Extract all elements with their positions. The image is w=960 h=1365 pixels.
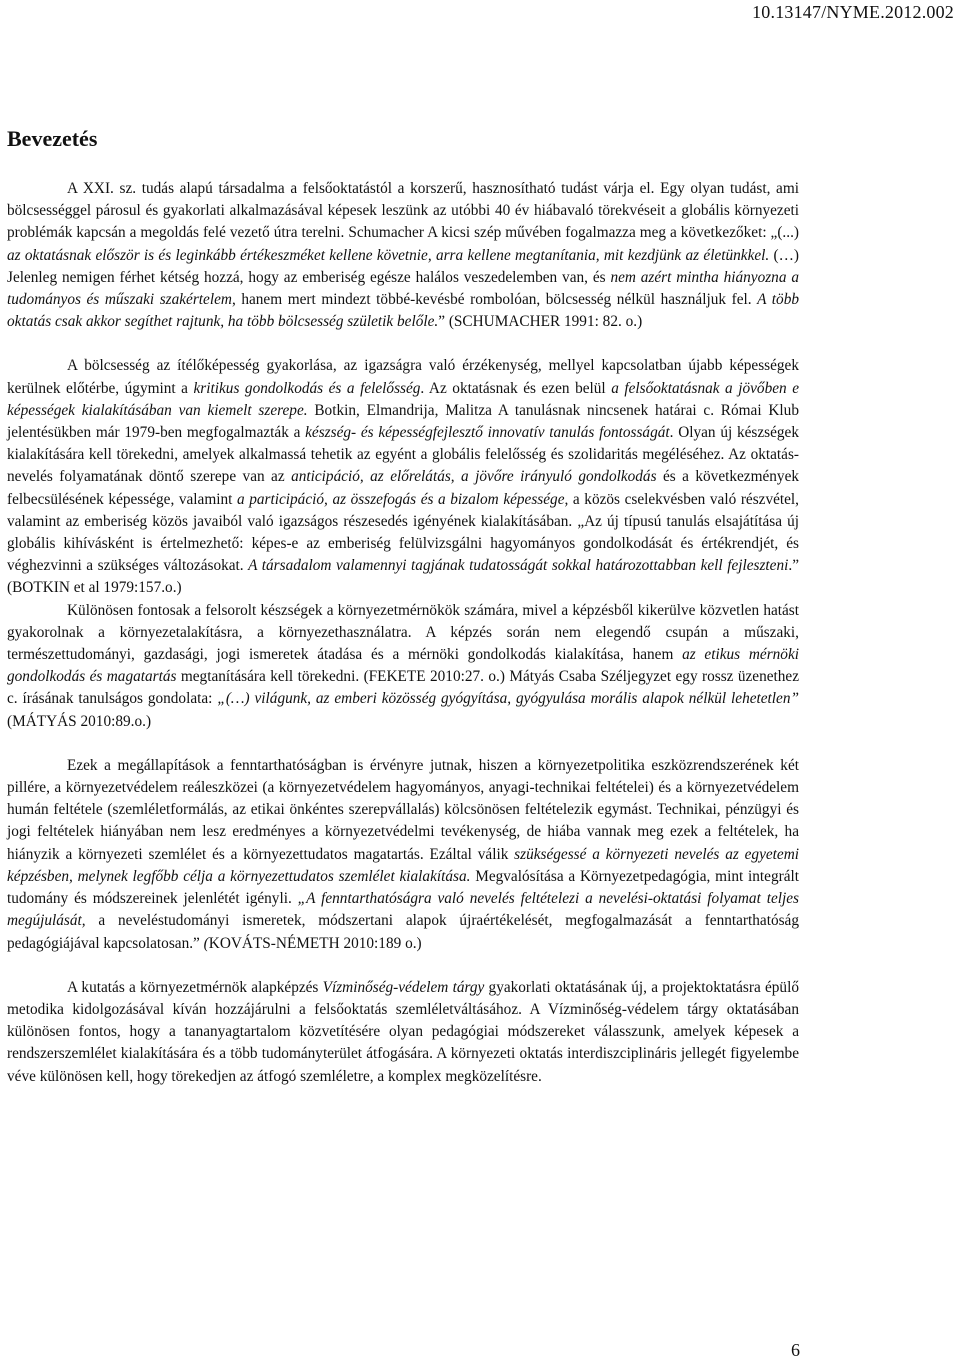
paragraph bbox=[7, 355, 799, 599]
italic-text: az etikus mérnöki gondolkodás és magatartás bbox=[7, 646, 799, 686]
text-run: Megvalósítása a Környezetpedagógia, mint integrált tudomány és módszereinek jelenlétét igényli. bbox=[7, 867, 799, 908]
text-run: .” (BOTKIN et al 1979:157.o.) bbox=[7, 557, 799, 597]
italic-text: a felsőoktatásnak a jövőben e képességek kialakításában van kiemelt szerepe. bbox=[7, 379, 799, 419]
italic-text: nem azért mintha hiányozna a tudományos és műszaki szakértelem bbox=[7, 268, 799, 309]
text-run: ” (SCHUMACHER 1991: 82. o.) bbox=[438, 313, 643, 331]
text-run: . Az oktatásnak és ezen belül bbox=[420, 379, 612, 397]
text-run: és a következmények felbecsülésének képessége, valamint bbox=[7, 468, 800, 508]
text-run: Különösen fontosak a felsorolt készségek a környezetmérnökök számára, mivel a képzésből kikerülve közvetlen hatást gyakorolnak a környezetalakításra, a környezethasználatra. A képzés során nem elegendő csupán a műszaki, természettudományi, gazdasági, jogi ismeretek átadása és a mérnöki gondolkodás kialakítása, hanem bbox=[7, 601, 799, 664]
text-run: A kutatás a környezetmérnök alapképzés bbox=[67, 978, 323, 996]
text-run: Ezek a megállapítások a fenntarthatóságban is érvényre jutnak, hiszen a környezetpolitika eszközrendszerének két pillére, a környezetvédelem reáleszközei (a környezetvédelem hagyományos, anyagi-technikai feltételei) és a környezetvédelem humán feltétele (szemléletformálás, az etikai önkéntes szerepvállalás) kölcsönösen feltételezik egymást. Technikai, pénzügyi és jogi feltételek hiányában nem lesz eredményes a környezetvédelmi tevékenység, de hiába vannak meg ezek a feltételek, ha hiányzik a környezeti szemlélet és a környezettudatos magatartás. Ezáltal válik bbox=[7, 756, 799, 863]
italic-text: „(…) világunk, az emberi közösség gyógyítása, gyógyulása morális alapok nélkül lehetetlen” bbox=[217, 690, 799, 708]
text-run: a közös cselekvésben való részvétel, valamint az emberiség közös javaiból való igazságos részesedés igényének kialakításában. „Az új típusú tanulás elsajátítása új globális kihívásként is értelmezhető: képes-e az emberiség felülvizsgálni hagyományos gondolkodását és értékrendjét, és véghezvinni a szükséges változásokat. bbox=[7, 490, 800, 575]
body-text bbox=[7, 178, 799, 1088]
doi-header: 10.13147/NYME.2012.002 bbox=[752, 2, 954, 22]
italic-text: A társadalom valamennyi tagjának tudatosságát sokkal határozottabban kell fejleszteni bbox=[248, 557, 789, 575]
text-run: (…) Jelenleg nemigen férhet kétség hozzá, hogy az emberiség egésze halálos veszedelemben van, és bbox=[7, 246, 800, 286]
italic-text: ( bbox=[203, 934, 209, 952]
paragraph bbox=[7, 178, 799, 333]
italic-text: kritikus gondolkodás és a felelősség bbox=[193, 379, 421, 397]
text-run: gyakorlati oktatásának új, a projektoktatásra épülő metodika kidolgozásával kíván hozzájárulni a felsőoktatás szemléletváltásához. A Vízminőség-védelem tárgy oktatásában különösen fontos, hogy a tananyagtartalom közvetítésére olyan pedagógiai módszereket válasszunk, amelyek képesek a rendszerszemlélet kialakítására és a több tudományterület átfogására. A környezeti oktatás interdiszciplináris jellegét figyelembe véve különösen kell, hogy törekedjen az átfogó szemléletre, a komplex megközelítésre. bbox=[7, 978, 799, 1085]
italic-text: anticipáció, az előrelátás, a jövőre irányuló gondolkodás bbox=[291, 468, 657, 486]
text-run: A XXI. sz. tudás alapú társadalma a felsőoktatástól a korszerű, hasznosítható tudást várja el. Egy olyan tudást, ami bölcsességgel párosul és gyakorlati alkalmazásával képesek leszünk az utóbbi 40 év hiábavaló törekvéseit a globális környezeti problémák kapcsán a megoldás felé vezető útra terelni. Schumacher A kicsi szép művében fogalmazza meg a következőket: „(...) bbox=[7, 180, 799, 242]
italic-text: készség- és képességfejlesztő innovatív tanulás fontosságát bbox=[305, 424, 670, 442]
text-run: KOVÁTS-NÉMETH 2010:189 o.) bbox=[208, 934, 422, 952]
section-heading: Bevezetés bbox=[7, 126, 98, 151]
text-run: Botkin, Elmandrija, Malitza A tanulásnak nincsenek határai c. Római Klub jelentésükben már 1979-ben megfogalmazták a bbox=[7, 401, 799, 442]
italic-text: Vízminőség-védelem tárgy bbox=[322, 978, 485, 996]
paragraph bbox=[7, 755, 799, 955]
text-run: . Olyan új készségek kialakítására kell törekedni, amelyek alkalmassá tehetik az egyént a globális felelősség és szolidaritás megéléséhez. Az oktatás-nevelés folyamatának döntő szerepe van az bbox=[7, 424, 799, 486]
text-run: (MÁTYÁS 2010:89.o.) bbox=[7, 712, 152, 730]
italic-text: A több oktatás csak akkor segíthet rajtunk, ha több bölcsesség születik belőle. bbox=[7, 291, 800, 331]
text-run: A bölcsesség az ítélőképesség gyakorlása, az igazságra való érzékenység, mellyel kapcsolatban újabb képességek kerülnek előtérbe, úgymint a bbox=[7, 357, 799, 397]
italic-text: a participáció, az összefogás és a bizalom képessége, bbox=[237, 490, 569, 508]
paragraph bbox=[7, 977, 799, 1088]
text-run: , hanem mert mindezt többé-kevésbé rombolóan, bölcsesség nélkül használjuk fel. bbox=[231, 291, 758, 309]
paragraph bbox=[7, 600, 799, 733]
italic-text: szükségessé a környezeti nevelés az egyetemi képzésben, melynek legfőbb célja a környezettudatos szemlélet kialakítása. bbox=[7, 845, 799, 885]
italic-text: az oktatásnak először is és leginkább értékeszméket kellene követnie, arra kellene megtanítania, mit kezdjünk az életünkkel. bbox=[7, 246, 770, 264]
text-run: a neveléstudományi ismeretek, módszertani alapok újraértékelését, megfogalmazását a fenntarthatóság pedagógiájával kapcsolatosan.” bbox=[7, 912, 799, 952]
text-run: megtanítására kell törekedni. (FEKETE 2010:27. o.) Mátyás Csaba Széljegyzet egy rossz üzenethez c. írásának tanulságos gondolata: bbox=[7, 668, 799, 708]
page-number: 6 bbox=[791, 1340, 800, 1360]
italic-text: „A fenntarthatóságra való nevelés feltételezi a nevelési-oktatási folyamat teljes megújulását, bbox=[7, 890, 799, 930]
